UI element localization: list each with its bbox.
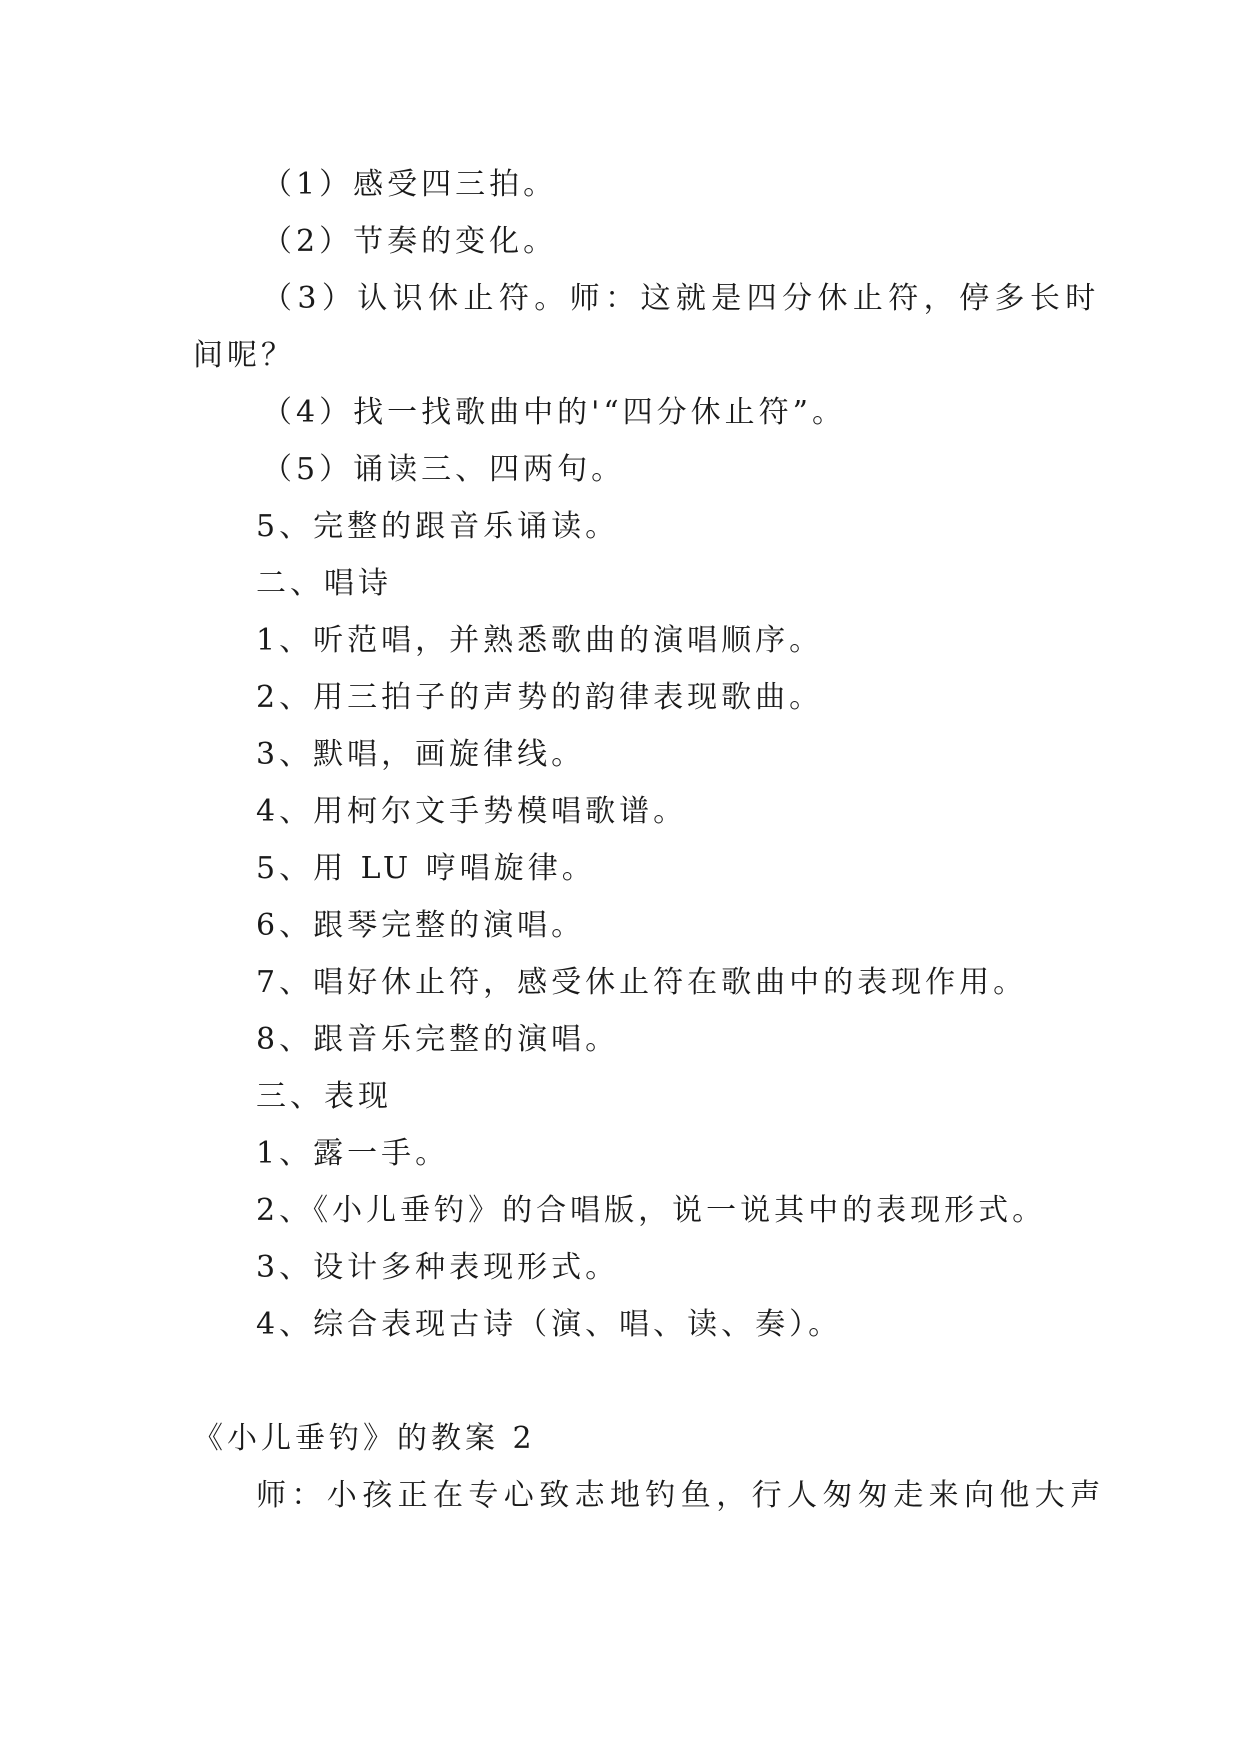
paragraph-line: 5、完整的跟音乐诵读。 bbox=[256, 509, 620, 544]
paragraph-line: 4、综合表现古诗（演、唱、读、奏）。 bbox=[256, 1307, 843, 1342]
paragraph-line: 3、设计多种表现形式。 bbox=[256, 1250, 620, 1285]
paragraph-line: （1）感受四三拍。 bbox=[262, 167, 558, 202]
paragraph-line: 3、默唱，画旋律线。 bbox=[256, 737, 586, 772]
paragraph-line: （4）找一找歌曲中的'“四分休止符”。 bbox=[262, 395, 847, 430]
paragraph-line: 8、跟音乐完整的演唱。 bbox=[256, 1022, 620, 1057]
section-heading: 三、表现 bbox=[256, 1079, 392, 1114]
paragraph-line: （2）节奏的变化。 bbox=[262, 224, 558, 259]
paragraph-line: （5）诵读三、四两句。 bbox=[262, 452, 626, 487]
paragraph-line: （3）认识休止符。师：这就是四分休止符，停多长时 bbox=[262, 281, 1101, 316]
paragraph-line: 师：小孩正在专心致志地钓鱼，行人匆匆走来向他大声 bbox=[256, 1478, 1106, 1513]
section-heading: 二、唱诗 bbox=[256, 566, 392, 601]
paragraph-line: 7、唱好休止符，感受休止符在歌曲中的表现作用。 bbox=[256, 965, 1028, 1000]
paragraph-line: 1、听范唱，并熟悉歌曲的演唱顺序。 bbox=[256, 623, 824, 658]
paragraph-line: 2、用三拍子的声势的韵律表现歌曲。 bbox=[256, 680, 824, 715]
paragraph-line: 5、用 LU 哼唱旋律。 bbox=[256, 851, 596, 886]
paragraph-line: 4、用柯尔文手势模唱歌谱。 bbox=[256, 794, 688, 829]
document-title: 《小儿垂钓》的教案 2 bbox=[193, 1421, 536, 1456]
paragraph-line: 6、跟琴完整的演唱。 bbox=[256, 908, 586, 943]
paragraph-line: 2、《小儿垂钓》的合唱版，说一说其中的表现形式。 bbox=[256, 1193, 1047, 1228]
paragraph-line: 1、露一手。 bbox=[256, 1136, 450, 1171]
paragraph-line: 间呢？ bbox=[193, 338, 295, 373]
